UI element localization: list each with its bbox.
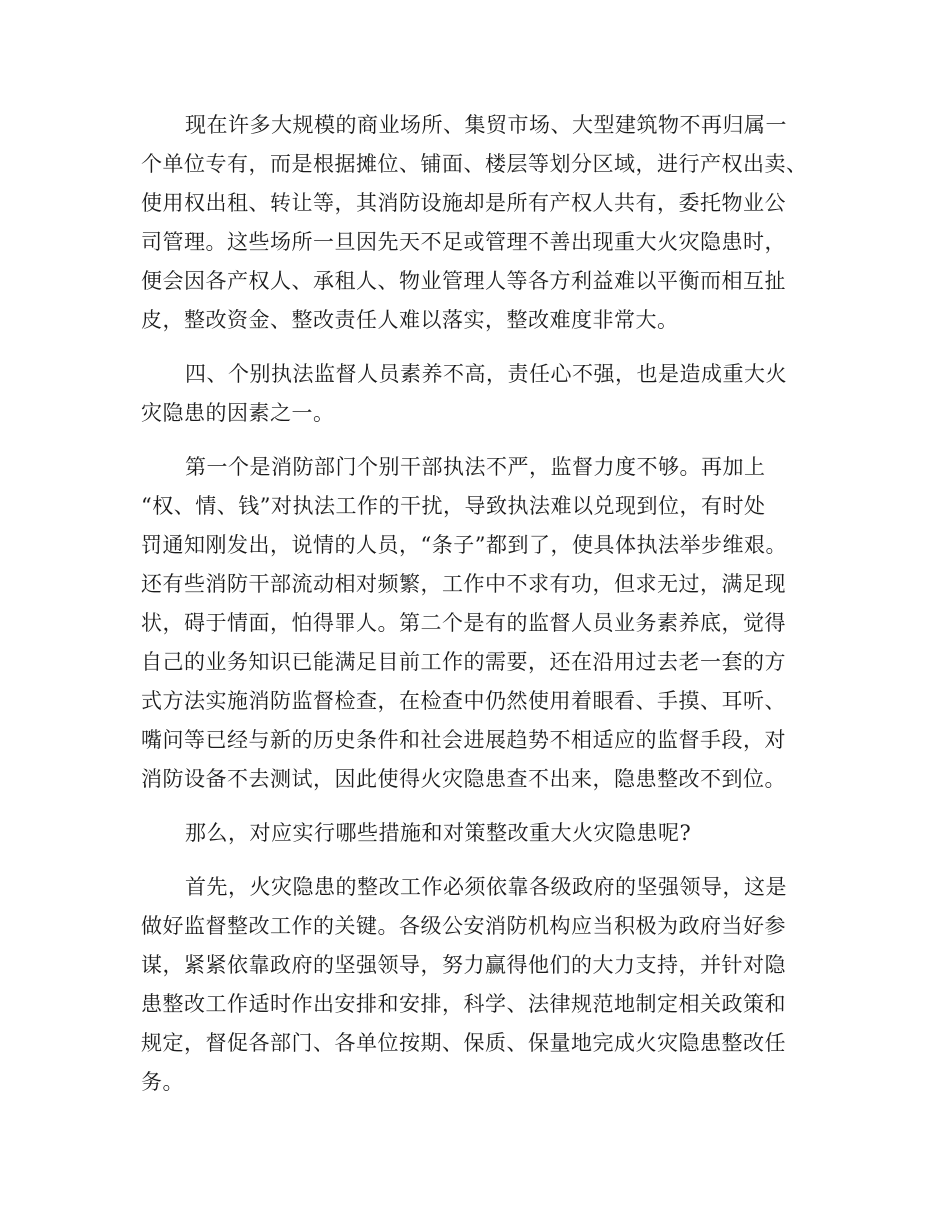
text-line: 灾隐患的因素之一。 [141, 401, 335, 425]
text-line: 第一个是消防部门个别干部执法不严，监督力度不够。再加上 [185, 455, 766, 479]
text-line: 罚通知刚发出，说情的人员，“条子”都到了，使具体执法举步维艰。 [141, 533, 787, 557]
text-line: “权、情、钱”对执法工作的干扰，导致执法难以兑现到位，有时处 [141, 494, 766, 518]
text-line: 谋，紧紧依靠政府的坚强领导，努力赢得他们的大力支持，并针对隐 [141, 953, 786, 977]
paragraph-2 [141, 355, 809, 433]
text-line: 状，碍于情面，怕得罪人。第二个是有的监督人员业务素养底，觉得 [141, 611, 786, 635]
text-line: 规定，督促各部门、各单位按期、保质、保量地完成火灾隐患整改任 [141, 1031, 786, 1055]
text-line: 四、个别执法监督人员素养不高，责任心不强，也是造成重大火 [185, 362, 787, 386]
text-line: 务。 [141, 1070, 184, 1094]
text-line: 还有些消防干部流动相对频繁，工作中不求有功，但求无过，满足现 [141, 572, 786, 596]
text-line: 使用权出租、转让等，其消防设施却是所有产权人共有，委托物业公 [141, 191, 786, 215]
paragraph-5 [141, 868, 809, 1102]
text-line: 现在许多大规模的商业场所、集贸市场、大型建筑物不再归属一 [185, 113, 787, 137]
text-line: 嘴问等已经与新的历史条件和社会进展趋势不相适应的监督手段，对 [141, 728, 786, 752]
text-line: 个单位专有，而是根据摊位、铺面、楼层等划分区域，进行产权出卖、 [141, 152, 808, 176]
text-line: 自己的业务知识已能满足目前工作的需要，还在沿用过去老一套的方 [141, 650, 786, 674]
text-line: 皮，整改资金、整改责任人难以落实，整改难度非常大。 [141, 308, 679, 332]
text-line: 那么，对应实行哪些措施和对策整改重大火灾隐患呢? [185, 821, 692, 845]
text-line: 便会因各产权人、承租人、物业管理人等各方利益难以平衡而相互扯 [141, 269, 786, 293]
text-line: 患整改工作适时作出安排和安排，科学、法律规范地制定相关政策和 [141, 992, 786, 1016]
text-line: 做好监督整改工作的关键。各级公安消防机构应当积极为政府当好参 [141, 914, 786, 938]
document-body [141, 106, 809, 1102]
text-line: 首先，火灾隐患的整改工作必须依靠各级政府的坚强领导，这是 [185, 875, 787, 899]
text-line: 消防设备不去测试，因此使得火灾隐患查不出来，隐患整改不到位。 [141, 767, 786, 791]
paragraph-3 [141, 448, 809, 799]
text-line: 式方法实施消防监督检查，在检查中仍然使用着眼看、手摸、耳听、 [141, 689, 786, 713]
paragraph-1 [141, 106, 809, 340]
paragraph-4 [141, 814, 809, 853]
text-line: 司管理。这些场所一旦因先天不足或管理不善出现重大火灾隐患时， [141, 230, 786, 254]
